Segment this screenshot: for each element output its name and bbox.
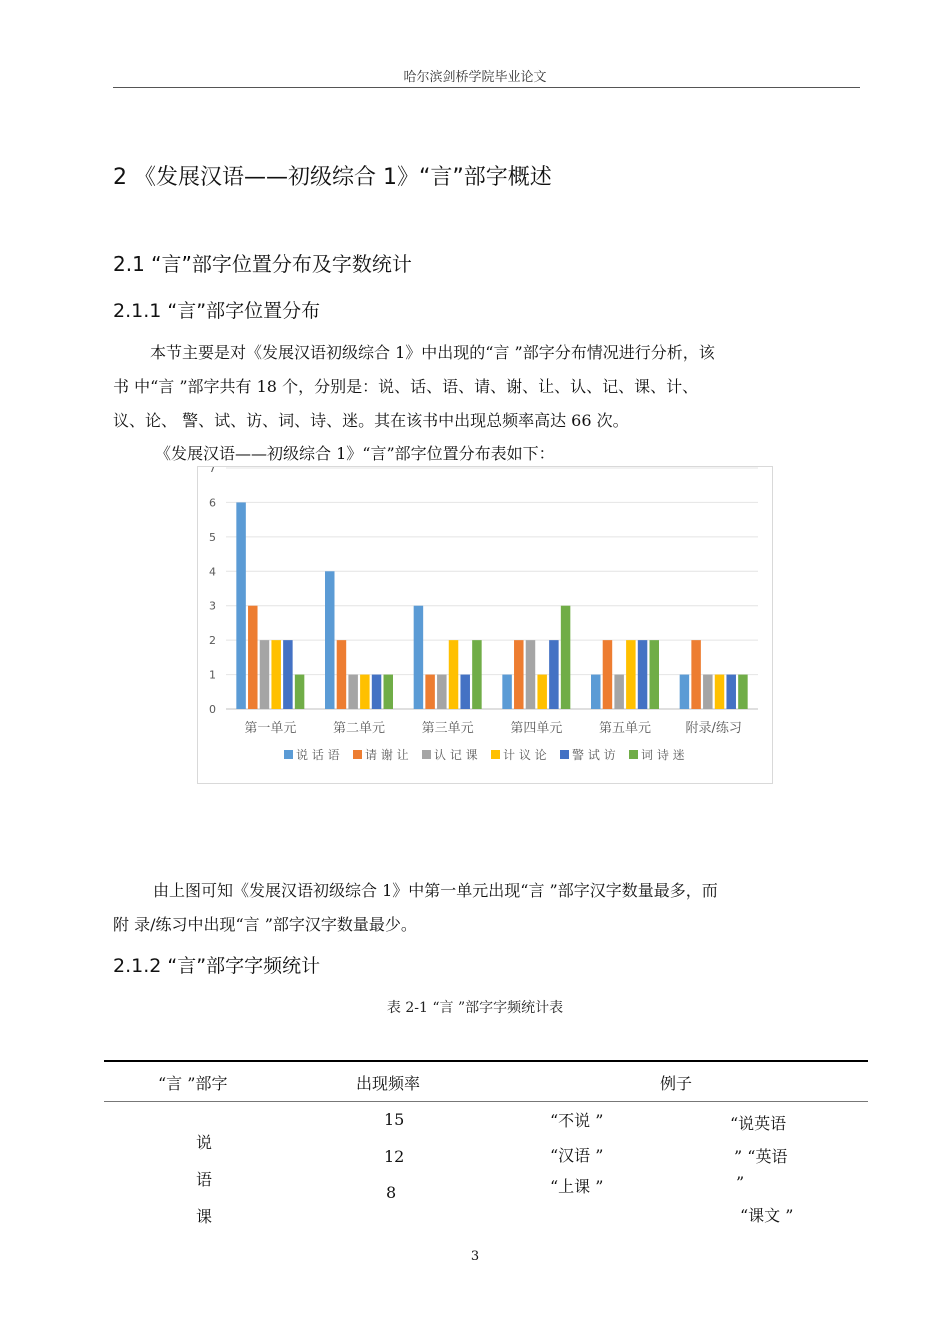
x-tick-label: 第一单元 [244, 721, 297, 736]
bar [715, 675, 725, 709]
table-header-examples: 例子 [660, 1074, 693, 1093]
legend-entry: 词 诗 迷 [641, 748, 685, 762]
bar [460, 675, 470, 709]
subsection-heading-2-1-2: 2.1.2 “言”部字字频统计 [113, 955, 321, 977]
bar [726, 675, 736, 709]
bar [638, 640, 648, 709]
bar [526, 640, 536, 709]
y-tick-label: 7 [209, 467, 216, 475]
paragraph-line: 本节主要是对《发展汉语初级综合 1》中出现的“言 ”部字分布情况进行分析，该 [150, 343, 715, 362]
paragraph-line: 附 录/练习中出现“言 ”部字汉字数量最少。 [113, 915, 417, 934]
table-cell-frequency: 8 [386, 1183, 397, 1202]
bar [691, 640, 701, 709]
bar [271, 640, 281, 709]
legend-swatch [491, 750, 500, 759]
bar [591, 675, 601, 709]
x-tick-label: 第二单元 [332, 721, 386, 736]
paragraph-line: 书 中“言 ”部字共有 18 个，分别是：说、话、语、请、谢、让、认、记、课、计、 [113, 377, 699, 396]
legend-swatch [422, 750, 431, 759]
table-cell-frequency: 15 [384, 1110, 405, 1129]
table-cell-example: ” “英语 [734, 1147, 788, 1166]
table-cell-frequency: 12 [384, 1147, 405, 1166]
page-number: 3 [470, 1249, 480, 1264]
bar [384, 675, 394, 709]
y-tick-label: 0 [209, 703, 216, 716]
legend-swatch [629, 750, 638, 759]
table-cell-example: “不说 ” [550, 1111, 604, 1130]
table-cell-char: 说 [196, 1133, 213, 1152]
x-tick-label: 第三单元 [421, 721, 474, 736]
bar [537, 675, 547, 709]
legend-swatch [284, 750, 293, 759]
bar [348, 675, 358, 709]
subsection-heading-2-1-1: 2.1.1 “言”部字位置分布 [113, 300, 321, 322]
chart-frame [197, 466, 773, 784]
legend-swatch [560, 750, 569, 759]
bar [236, 502, 246, 709]
bar [437, 675, 447, 709]
bar [283, 640, 293, 709]
paragraph-line: 由上图可知《发展汉语初级综合 1》中第一单元出现“言 ”部字汉字数量最多，而 [153, 881, 718, 900]
bar [472, 640, 482, 709]
bar [703, 675, 713, 709]
y-tick-label: 1 [209, 668, 216, 682]
table-cell-example: “课文 ” [740, 1206, 794, 1225]
bar [738, 675, 748, 709]
x-tick-label: 第四单元 [510, 721, 563, 736]
table-header-rule [104, 1101, 868, 1102]
paragraph-line: 议、论、 警、试、访、词、诗、迷。其在该书中出现总频率高达 66 次。 [113, 411, 629, 430]
bar [626, 640, 636, 709]
legend-entry: 警 试 访 [572, 748, 616, 762]
bar [680, 675, 690, 709]
bar [425, 675, 435, 709]
table-caption: 表 2-1 “言 ”部字字频统计表 [386, 1000, 564, 1016]
bar [614, 675, 624, 709]
bar [372, 675, 382, 709]
table-cell-example: “上课 ” [550, 1177, 604, 1196]
table-cell-example: “说英语 [730, 1114, 787, 1133]
x-tick-label: 附录/练习 [685, 721, 742, 736]
bar [561, 606, 571, 709]
bar [260, 640, 270, 709]
bar [337, 640, 347, 709]
chapter-heading: 2 《发展汉语——初级综合 1》“言”部字概述 [113, 165, 552, 190]
section-heading: 2.1 “言”部字位置分布及字数统计 [113, 252, 412, 276]
bar [449, 640, 459, 709]
x-tick-label: 第五单元 [598, 721, 652, 736]
chart-intro: 《发展汉语——初级综合 1》“言”部字位置分布表如下： [155, 444, 555, 463]
table-cell-example: ” [736, 1173, 745, 1192]
bar [360, 675, 370, 709]
header-rule [113, 87, 860, 88]
y-tick-label: 3 [209, 599, 216, 613]
y-tick-label: 5 [209, 530, 216, 544]
bar [603, 640, 613, 709]
legend-entry: 认 记 课 [434, 748, 478, 762]
y-tick-label: 2 [209, 634, 216, 648]
bar [325, 571, 335, 709]
table-top-rule [104, 1060, 868, 1062]
legend-swatch [353, 750, 362, 759]
bar [549, 640, 559, 709]
bar [514, 640, 524, 709]
legend-entry: 说 话 语 [296, 748, 340, 762]
y-tick-label: 4 [209, 565, 216, 579]
bar-chart [198, 467, 772, 783]
y-tick-label: 6 [209, 496, 216, 510]
legend-entry: 请 谢 让 [365, 748, 409, 762]
bar [414, 606, 424, 709]
table-cell-char: 课 [196, 1207, 213, 1226]
bar [650, 640, 660, 709]
bar [248, 606, 258, 709]
table-header-frequency: 出现频率 [356, 1074, 421, 1093]
running-header: 哈尔滨剑桥学院毕业论文 [403, 70, 547, 85]
legend-entry: 计 议 论 [503, 748, 547, 762]
bar [502, 675, 512, 709]
table-header-char: “言 ”部字 [158, 1074, 228, 1093]
table-cell-example: “汉语 ” [550, 1146, 604, 1165]
bar [295, 675, 305, 709]
table-cell-char: 语 [196, 1170, 213, 1189]
